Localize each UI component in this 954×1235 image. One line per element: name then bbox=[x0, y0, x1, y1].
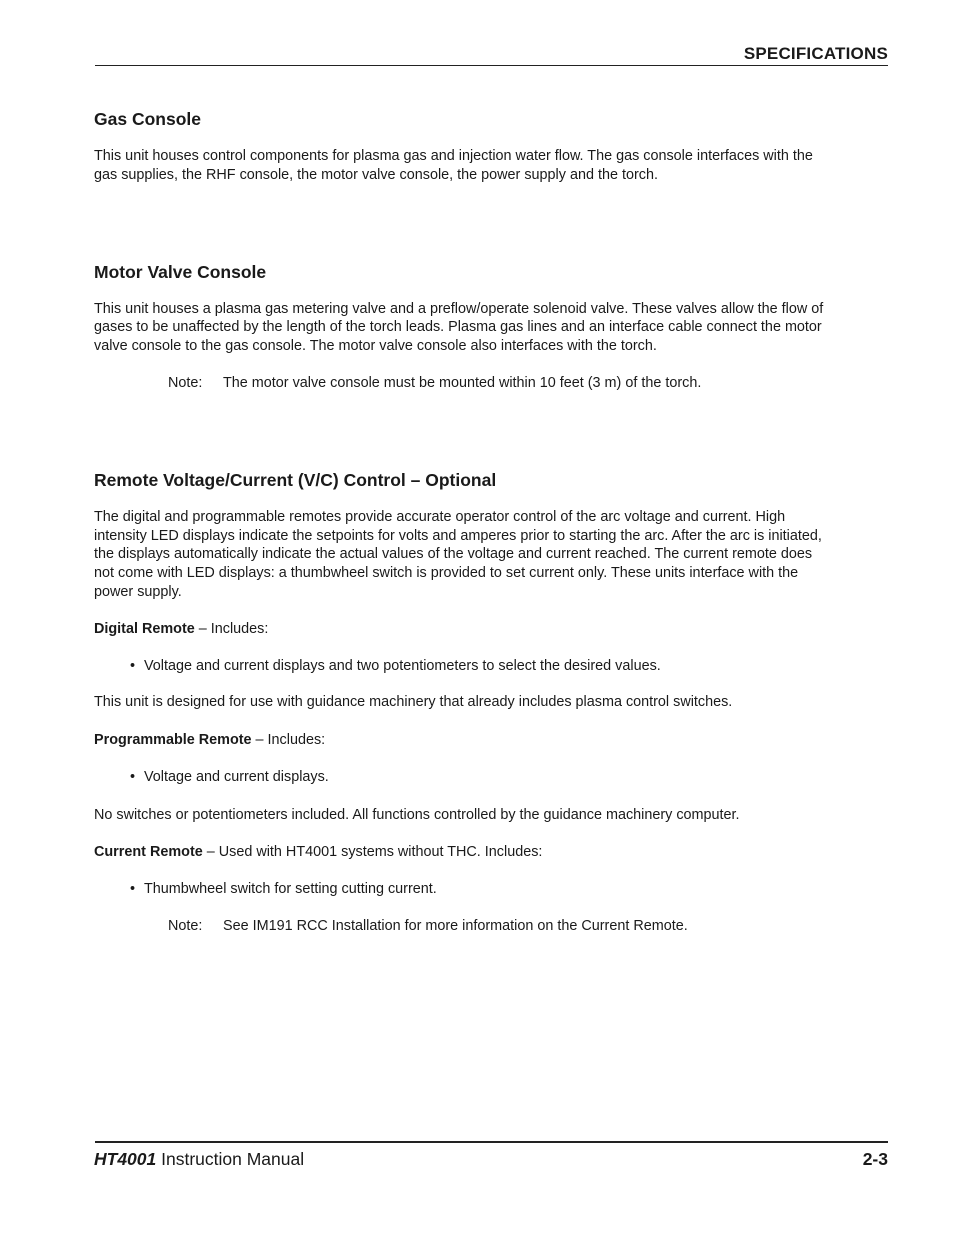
current-remote-intro bbox=[94, 843, 890, 862]
digital-remote-suffix: – Includes: bbox=[194, 620, 269, 637]
remote-line-5: power supply. bbox=[94, 583, 182, 600]
digital-remote-label: Digital Remote bbox=[94, 620, 195, 637]
bullet-dot: • bbox=[130, 881, 136, 898]
current-remote-bullet bbox=[94, 880, 890, 899]
gas-console-paragraph bbox=[94, 147, 890, 185]
programmable-remote-label: Programmable Remote bbox=[94, 732, 252, 749]
footer-manual-title bbox=[94, 1149, 304, 1170]
header-rule bbox=[95, 65, 888, 66]
footer-manual-label: Instruction Manual bbox=[156, 1149, 305, 1169]
motor-valve-line-2: gases to be unaffected by the length of the torch leads. Plasma gas lines and an interface cable connect the motor bbox=[94, 319, 822, 336]
digital-remote-bullet bbox=[94, 657, 890, 676]
bullet-text: Voltage and current displays and two potentiometers to select the desired values. bbox=[144, 657, 661, 674]
remote-paragraph bbox=[94, 508, 890, 602]
header-section-title: SPECIFICATIONS bbox=[743, 44, 888, 63]
remote-line-1: The digital and programmable remotes provide accurate operator control of the arc voltage and current. High bbox=[94, 508, 786, 525]
programmable-remote-suffix: – Includes: bbox=[251, 732, 326, 749]
gas-console-heading: Gas Console bbox=[94, 109, 201, 129]
current-remote-note bbox=[94, 917, 890, 936]
note-text: The motor valve console must be mounted within 10 feet (3 m) of the torch. bbox=[223, 374, 702, 391]
programmable-remote-after: No switches or potentiometers included. All functions controlled by the guidance machinery computer. bbox=[94, 806, 740, 823]
remote-line-4: not come with LED displays: a thumbwheel switch is provided to set current only. These units interface with the bbox=[94, 565, 799, 582]
remote-heading: Remote Voltage/Current (V/C) Control – Optional bbox=[94, 469, 497, 490]
programmable-remote-bullet bbox=[94, 768, 890, 787]
motor-valve-heading: Motor Valve Console bbox=[94, 261, 267, 282]
motor-valve-line-1: This unit houses a plasma gas metering valve and a preflow/operate solenoid valve. These valves allow the flow of bbox=[94, 300, 824, 317]
remote-line-2: intensity LED displays indicate the setpoints for volts and amperes prior to starting the arc. After the arc is initiated, bbox=[94, 527, 822, 544]
programmable-remote-intro bbox=[94, 731, 890, 750]
footer-page-number: 2-3 bbox=[862, 1149, 888, 1169]
current-remote-suffix: – Used with HT4001 systems without THC. Includes: bbox=[202, 843, 543, 860]
motor-valve-paragraph bbox=[94, 300, 890, 356]
note-label: Note: bbox=[168, 918, 203, 935]
note-label: Note: bbox=[168, 374, 203, 391]
footer-rule bbox=[95, 1141, 888, 1143]
bullet-dot: • bbox=[130, 768, 136, 785]
digital-remote-after: This unit is designed for use with guidance machinery that already includes plasma control switches. bbox=[94, 694, 733, 711]
current-remote-label: Current Remote bbox=[94, 843, 203, 860]
motor-valve-line-3: valve console to the gas console. The motor valve console also interfaces with the torch. bbox=[94, 338, 657, 355]
footer-model: HT4001 bbox=[94, 1149, 157, 1169]
bullet-text: Thumbwheel switch for setting cutting current. bbox=[144, 881, 437, 898]
gas-console-line-1: This unit houses control components for plasma gas and injection water flow. The gas console interfaces with the bbox=[94, 148, 813, 164]
motor-valve-note bbox=[94, 374, 890, 393]
page-content bbox=[94, 108, 890, 936]
bullet-text: Voltage and current displays. bbox=[144, 768, 329, 785]
gas-console-line-2: gas supplies, the RHF console, the motor valve console, the power supply and the torch. bbox=[94, 166, 658, 183]
note-text: See IM191 RCC Installation for more information on the Current Remote. bbox=[223, 918, 688, 935]
digital-remote-intro bbox=[94, 620, 890, 639]
bullet-dot: • bbox=[130, 657, 136, 674]
remote-line-3: the displays automatically indicate the actual values of the voltage and current reached. The current remote does bbox=[94, 546, 813, 563]
